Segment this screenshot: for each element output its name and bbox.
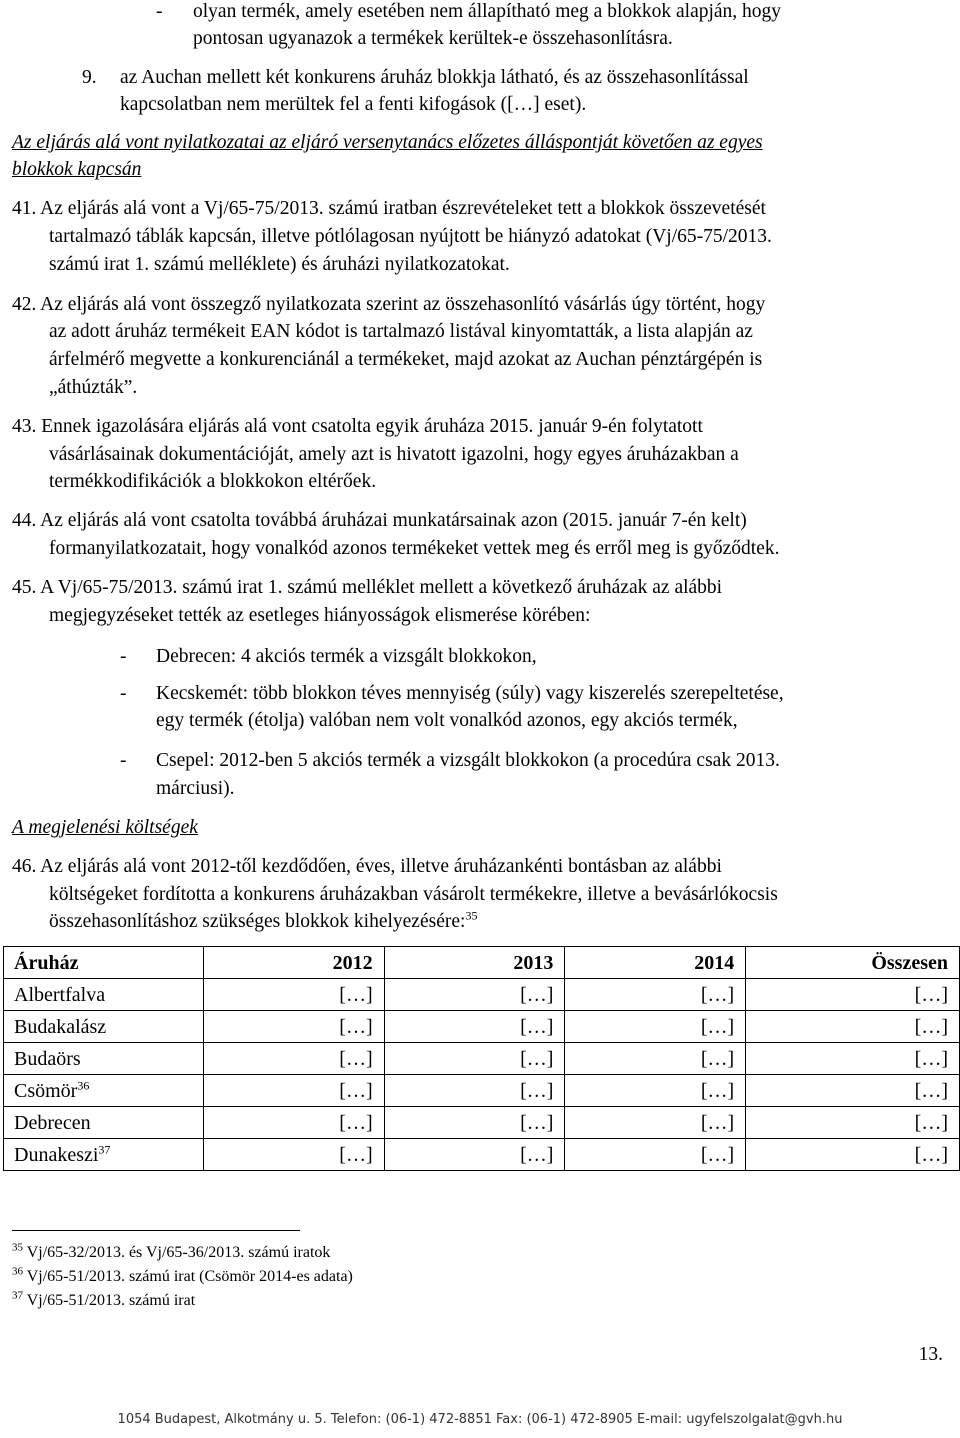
list-dash: - [156, 1, 163, 22]
store-name: Dunakeszi [14, 1143, 99, 1166]
section-heading-cont: blokkok kapcsán [12, 159, 142, 180]
paragraph-45-line-1: 45. A Vj/65-75/2013. számú irat 1. számú melléklet mellett a következő áruházak az alábbi [12, 577, 723, 598]
paragraph-41-line-3: számú irat 1. számú melléklete) és áruházi nyilatkozatokat. [49, 254, 510, 275]
table-cell: […] [203, 979, 384, 1011]
list-dash: - [120, 683, 127, 704]
store-name: Budakalász [4, 1011, 204, 1043]
paragraph-42-line-3: árfelmérő megvette a konkurenciánál a termékeket, majd azokat az Auchan pénztárgépén is [49, 349, 763, 370]
footnote-text: Vj/65-51/2013. számú irat (Csömör 2014-es adata) [26, 1268, 353, 1285]
table-cell: […] [203, 1107, 384, 1139]
table-header-row [4, 947, 960, 979]
table-cell: […] [384, 1043, 565, 1075]
footnote-number: 37 [12, 1289, 23, 1302]
col-header-store: Áruház [4, 947, 204, 979]
list-dash: - [120, 750, 127, 771]
paragraph-41-line-2: tartalmazó táblák kapcsán, illetve pótlólagosan nyújtott be hiányzó adatokat (Vj/65-75/2013. [49, 226, 772, 247]
table-row [4, 979, 960, 1011]
footnote-ref: 35 [465, 908, 478, 923]
intro-dash-line-2: pontosan ugyanazok a termékek kerültek-e összehasonlításra. [193, 28, 673, 49]
paragraph-43-line-3: termékkodifikációk a blokkokon eltérőek. [49, 471, 377, 492]
paragraph-43-line-2: vásárlásainak dokumentációját, amely azt is hivatott igazolni, hogy egyes áruházakban a [49, 444, 739, 465]
item9-line-1: az Auchan mellett két konkurens áruház blokkja látható, és az összehasonlítással [120, 67, 749, 88]
intro-dash-line-1: olyan termék, amely esetében nem állapítható meg a blokkok alapján, hogy [193, 1, 782, 22]
page-footer-address: 1054 Budapest, Alkotmány u. 5. Telefon: (06-1) 472-8851 Fax: (06-1) 472-8905 E-mail: ugyfelszolgalat@gvh.hu [117, 1412, 843, 1427]
col-header-2012: 2012 [203, 947, 384, 979]
table-row [4, 1107, 960, 1139]
footnote-ref: 37 [98, 1141, 111, 1156]
paragraph-42-line-2: az adott áruház termékeit EAN kódot is tartalmazó listával kinyomtatták, a lista alapján az [49, 321, 753, 342]
col-header-total: Összesen [746, 947, 960, 979]
store-name: Csömör [14, 1079, 78, 1102]
table-cell: […] [384, 979, 565, 1011]
section-heading: Az eljárás alá vont nyilatkozatai az eljáró versenytanács előzetes álláspontját követően az egyes [12, 132, 763, 153]
list-number: 9. [82, 67, 97, 88]
paragraph-44-line-1: 44. Az eljárás alá vont csatolta továbbá áruházai munkatársainak azon (2015. január 7-én kelt) [12, 510, 747, 531]
store-name-cell [4, 1139, 204, 1171]
footnote-ref: 36 [77, 1077, 90, 1092]
table-cell: […] [746, 1011, 960, 1043]
table-cell: […] [746, 1043, 960, 1075]
section-heading-costs: A megjelenési költségek [12, 817, 198, 838]
table-cell: […] [384, 1139, 565, 1171]
table-cell: […] [565, 1075, 746, 1107]
table-row [4, 1075, 960, 1107]
list-dash: - [120, 646, 127, 667]
footnote-number: 35 [12, 1241, 23, 1254]
footnote-text: Vj/65-32/2013. és Vj/65-36/2013. számú iratok [26, 1244, 331, 1261]
col-header-2013: 2013 [384, 947, 565, 979]
item9-line-2: kapcsolatban nem merültek fel a fenti kifogások ([…] eset). [120, 94, 587, 115]
footnote [12, 1243, 330, 1263]
store-name: Budaörs [4, 1043, 204, 1075]
paragraph-46-line-3: összehasonlításhoz szükséges blokkok kihelyezésére:$^{35}$ [49, 908, 478, 932]
table-cell: […] [203, 1139, 384, 1171]
table-cell: […] [203, 1011, 384, 1043]
footnote [12, 1267, 353, 1287]
cost-table [3, 946, 960, 1171]
footnote-number: 36 [12, 1265, 23, 1278]
footnote-text: Vj/65-51/2013. számú irat [26, 1292, 196, 1309]
paragraph-45-line-2: megjegyzéseket tették az esetleges hiányosságok elismerése körében: [49, 605, 591, 626]
table-cell: […] [565, 1043, 746, 1075]
table-cell: […] [565, 979, 746, 1011]
table-cell: […] [203, 1075, 384, 1107]
footnote-separator [12, 1230, 300, 1231]
table-row [4, 1043, 960, 1075]
bullet-kecskemet-line-1: Kecskemét: több blokkon téves mennyiség (súly) vagy kiszerelés szerepeltetése, [156, 683, 784, 704]
paragraph-43-line-1: 43. Ennek igazolására eljárás alá vont csatolta egyik áruháza 2015. január 9-én folytatott [12, 416, 703, 437]
table-cell: […] [565, 1107, 746, 1139]
paragraph-42-line-1: 42. Az eljárás alá vont összegző nyilatkozata szerint az összehasonlító vásárlás úgy történt, hogy [12, 294, 766, 315]
table-row [4, 1011, 960, 1043]
table-cell: […] [384, 1107, 565, 1139]
table-cell: […] [746, 1139, 960, 1171]
table-cell: […] [384, 1011, 565, 1043]
paragraph-46-line-1: 46. Az eljárás alá vont 2012-től kezdődően, éves, illetve áruházankénti bontásban az alábbi [12, 856, 722, 877]
bullet-csepel-line-2: márciusi). [156, 778, 235, 799]
store-name-cell [4, 1075, 204, 1107]
paragraph-41-line-1: 41. Az eljárás alá vont a Vj/65-75/2013. számú iratban észrevételeket tett a blokkok összevetését [12, 198, 766, 219]
table-cell: […] [565, 1011, 746, 1043]
store-name: Albertfalva [4, 979, 204, 1011]
bullet-csepel-line-1: Csepel: 2012-ben 5 akciós termék a vizsgált blokkokon (a procedúra csak 2013. [156, 750, 780, 771]
col-header-2014: 2014 [565, 947, 746, 979]
paragraph-42-line-4: „áthúzták”. [49, 377, 138, 398]
bullet-debrecen: Debrecen: 4 akciós termék a vizsgált blokkokon, [156, 646, 537, 667]
store-name: Debrecen [4, 1107, 204, 1139]
table-row [4, 1139, 960, 1171]
table-cell: […] [746, 1075, 960, 1107]
footnote [12, 1291, 195, 1311]
table-cell: […] [203, 1043, 384, 1075]
table-cell: […] [746, 1107, 960, 1139]
table-cell: […] [565, 1139, 746, 1171]
paragraph-44-line-2: formanyilatkozatait, hogy vonalkód azonos termékeket vettek meg és erről meg is győződtek. [49, 538, 780, 559]
page-number: 13. [918, 1344, 943, 1365]
table-cell: […] [746, 979, 960, 1011]
paragraph-46-line-2: költségeket fordította a konkurens áruházakban vásárolt termékekre, illetve a bevásárlókocsis [49, 884, 778, 905]
bullet-kecskemet-line-2: egy termék (étolja) valóban nem volt vonalkód azonos, egy akciós termék, [156, 710, 738, 731]
table-cell: […] [384, 1075, 565, 1107]
